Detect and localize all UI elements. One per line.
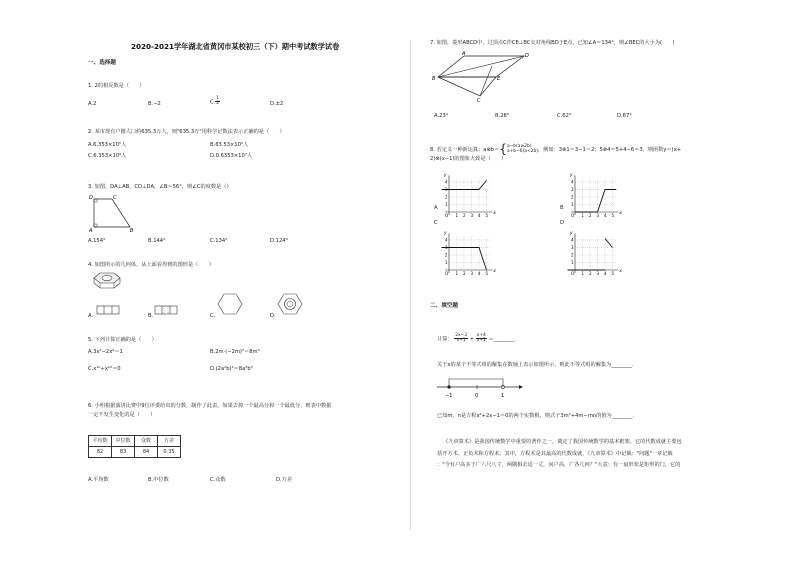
x-tick-label: 3: [596, 271, 600, 276]
y-tick-label: 1: [445, 260, 448, 265]
x-tick-label: 5: [485, 271, 489, 276]
q10-number-line: [435, 373, 525, 403]
x-tick-label: 5: [611, 271, 615, 276]
q10-tick-0: 0: [475, 393, 479, 399]
q3-stem: 3. 如图，DA⊥AB，CD⊥DA，∠B＝56°，则∠C的度数是（）: [88, 184, 232, 190]
hex-nut-solid-icon: [90, 270, 126, 290]
y-tick-label: 2: [445, 194, 448, 200]
q6-option-c: C.众数: [210, 477, 226, 483]
y-tick-label: 4: [571, 237, 574, 243]
section-choice-heading: 一、选择题: [88, 60, 116, 66]
q8-option-c-label: C: [434, 220, 438, 226]
q8-stem-line2: 2)⊗(x−1)的图象大致是（ ）: [430, 156, 507, 162]
table-row: [89, 436, 181, 447]
q10-stem: 关于x的某个不等式组的解集在数轴上表示如图所示，则此不等式组的解集为________.: [437, 362, 634, 368]
q3-label-d: D: [89, 195, 93, 201]
q7-label-a: A: [462, 51, 466, 57]
q9-stem: 计算： $\frac{2x-3}{x+1}$ + $\frac{x+4}{x+1}$ ＝________.: [437, 333, 517, 344]
table-row: [89, 447, 181, 458]
x-tick-label: 1: [455, 213, 459, 218]
q3-option-c: C.134°: [210, 238, 228, 244]
y-axis-label: y: [570, 173, 573, 178]
q3-trapezoid-figure: [88, 193, 148, 233]
y-tick-label: 4: [445, 237, 448, 243]
q1-option-c: C. $\frac{1}{2}$: [210, 96, 220, 107]
x-tick-label: 4: [478, 271, 481, 276]
q2-option-d: D.0.6353×10⁷人: [210, 153, 253, 159]
x-tick-label: 4: [478, 213, 481, 218]
q10-tick-1: 1: [501, 393, 505, 399]
q7-stem: 7. 如图，菱形ABCD中，过顶点C作CE⊥BC交对角线BD于E点，已知∠A＝134°，则∠BEC的大小为( ): [430, 40, 675, 46]
q2-option-a: A.6.353×10⁵人: [88, 142, 127, 148]
q7-option-c: C.62°: [557, 113, 572, 119]
x-tick-label: 2: [589, 271, 592, 276]
q5-option-a: A.3x²−2x²＝1: [88, 349, 123, 355]
y-tick-label: 2: [445, 252, 448, 258]
section-fill-heading: 二、填空题: [430, 303, 458, 309]
q1-option-b: B.−2: [148, 101, 161, 107]
q3-option-a: A.154°: [88, 238, 106, 244]
q3-label-b: B: [130, 228, 134, 234]
table-cell: 84: [135, 447, 158, 458]
q12-line3: ："今有户高多于广六尺八寸，两隅相去适一丈，问户高、广各几何？"大意：有一扇形状是矩形的门，它的: [437, 462, 681, 468]
q7-rhombus-figure: [434, 52, 534, 102]
x-tick-label: 2: [463, 271, 466, 276]
x-tick-label: 3: [470, 213, 474, 218]
q8-option-a-label: A: [434, 205, 438, 211]
q8-graph-d: [563, 230, 625, 278]
x-tick-label: 5: [485, 213, 489, 218]
q4-option-c: C.: [210, 313, 216, 319]
table-cell: 82: [89, 447, 112, 458]
x-tick-label: 1: [581, 271, 585, 276]
q10-tick-neg1: −1: [445, 393, 453, 399]
y-tick-label: 4: [445, 179, 448, 185]
q8-graph-b: [563, 172, 625, 220]
q4-option-b: B.: [148, 313, 154, 319]
y-tick-label: 2: [571, 194, 574, 200]
q4-option-d: D.: [270, 313, 276, 319]
y-tick-label: 3: [445, 245, 448, 250]
q4-view-d-hexagon-circle-icon: [278, 292, 304, 318]
x-axis-label: x: [493, 269, 496, 274]
y-tick-label: 3: [571, 245, 574, 250]
y-axis-label: y: [444, 231, 447, 236]
x-tick-label: 2: [463, 213, 466, 218]
q5-option-c: C.x¹⁰÷x¹⁰＝0: [88, 366, 121, 372]
q8-stem-line1: 8. 若定义一种新运算：a⊗b＝{ a−b(a≥2b) a+b−6(a<2b) ，例如：3⊗1＝3−1＝2；5⊗4＝5+4−6＝3．则函数y＝(x+: [430, 142, 682, 156]
q1-stem: 1. 2的相反数是（ ）: [88, 83, 145, 89]
x-tick-label: 3: [470, 271, 474, 276]
y-tick-label: 2: [571, 252, 574, 258]
paper-title: 2020-2021学年湖北省黄冈市某校初三（下）期中考试数学试卷: [131, 42, 340, 51]
q6-option-a: A.平均数: [88, 477, 109, 483]
x-tick-label: 1: [581, 213, 585, 218]
origin-label: O: [445, 213, 449, 218]
q1-option-a: A.2: [88, 101, 97, 107]
q12-line2: 括开方术、正负术和方程术，其中，方程术是其最高的代数成就，《九章算术》中记载："问题"一章记载: [437, 451, 673, 457]
q4-stem: 4. 如图所示的几何体，从上面看得到的图形是（ ）: [88, 262, 214, 268]
q12-line1: 《九章算术》是我国传统数学中重要的著作之一，奠定了我国传统数学的基本框架。它的代数成就主要包: [443, 439, 682, 445]
y-axis-label: y: [444, 173, 447, 178]
q5-option-d: D.(2a²b)³＝8a⁵b³: [210, 366, 253, 372]
q7-option-d: D.67°: [617, 113, 632, 119]
origin-label: O: [571, 213, 575, 218]
graph-b-line: [575, 190, 616, 213]
q7-label-d: D: [525, 53, 529, 59]
q2-stem: 2. 某市现有户籍人口约635.3万人，则"635.3万"用科学记数法表示正确的是（ ）: [88, 129, 285, 135]
q4-view-a-icon: [96, 303, 122, 317]
q3-option-b: B.144°: [148, 238, 166, 244]
table-header-cell: 众数: [135, 436, 158, 447]
table-cell: 0.35: [158, 447, 181, 458]
table-header-cell: 平均数: [89, 436, 112, 447]
q6-statistics-table: [88, 435, 181, 458]
table-header-cell: 方差: [158, 436, 181, 447]
q7-option-b: B.28°: [495, 113, 510, 119]
q4-view-b-icon: [154, 303, 180, 317]
q3-option-d: D.124°: [270, 238, 289, 244]
x-tick-label: 4: [604, 271, 607, 276]
q7-label-b: B: [432, 76, 436, 82]
x-tick-label: 3: [596, 213, 600, 218]
q6-option-d: D.方差: [276, 477, 293, 483]
origin-label: O: [445, 271, 449, 276]
q6-stem-line1: 6. 小明根据演讲比赛中9位评委给出的分数，制作了此表。如果去掉一个最高分和一个最低分，则表中数据: [88, 403, 332, 409]
table-header-cell: 中位数: [112, 436, 135, 447]
q2-option-b: B.63.53×10⁵人: [210, 142, 249, 148]
origin-label: O: [571, 271, 575, 276]
q8-graph-a: [437, 172, 499, 220]
x-tick-label: 4: [604, 213, 607, 218]
q5-stem: 5. 下列计算正确的是（ ）: [88, 337, 157, 343]
q8-option-d-label: D: [560, 220, 564, 226]
q3-label-c: C: [113, 195, 117, 201]
q1-option-d: D.±2: [270, 101, 284, 107]
x-axis-label: x: [619, 269, 622, 274]
y-tick-label: 4: [571, 179, 574, 185]
x-axis-label: x: [619, 211, 622, 216]
x-axis-label: x: [493, 211, 496, 216]
y-tick-label: 3: [571, 187, 574, 192]
y-tick-label: 1: [571, 202, 574, 207]
q4-view-c-hexagon-icon: [218, 292, 244, 318]
y-tick-label: 1: [445, 202, 448, 207]
graph-c-line: [442, 248, 487, 271]
q11-stem: 已知m，n是方程x²+2x−1＝0的两个实数根，则式子3m²+4m−mn的值为________.: [437, 413, 635, 419]
q8-graph-c: [437, 230, 499, 278]
q6-stem-line2: 一定不发生变化的是（ ）: [88, 412, 156, 418]
y-tick-label: 1: [571, 260, 574, 265]
q7-label-c: C: [477, 98, 481, 104]
x-tick-label: 2: [589, 213, 592, 218]
q4-option-a: A.: [88, 313, 94, 319]
q8-option-b-label: B: [560, 205, 564, 211]
q3-label-a: A: [89, 228, 93, 234]
table-cell: 83: [112, 447, 135, 458]
q7-label-e: E: [497, 76, 501, 82]
q5-option-b: B.2m·(−2m)²＝8m³: [210, 349, 260, 355]
q7-option-a: A.23°: [434, 113, 449, 119]
x-tick-label: 5: [611, 213, 615, 218]
q2-option-c: C.6.353×10⁶人: [88, 153, 127, 159]
q6-option-b: B.中位数: [148, 477, 169, 483]
x-tick-label: 1: [455, 271, 459, 276]
y-tick-label: 3: [445, 187, 448, 192]
column-divider: [410, 40, 411, 530]
y-axis-label: y: [570, 231, 573, 236]
